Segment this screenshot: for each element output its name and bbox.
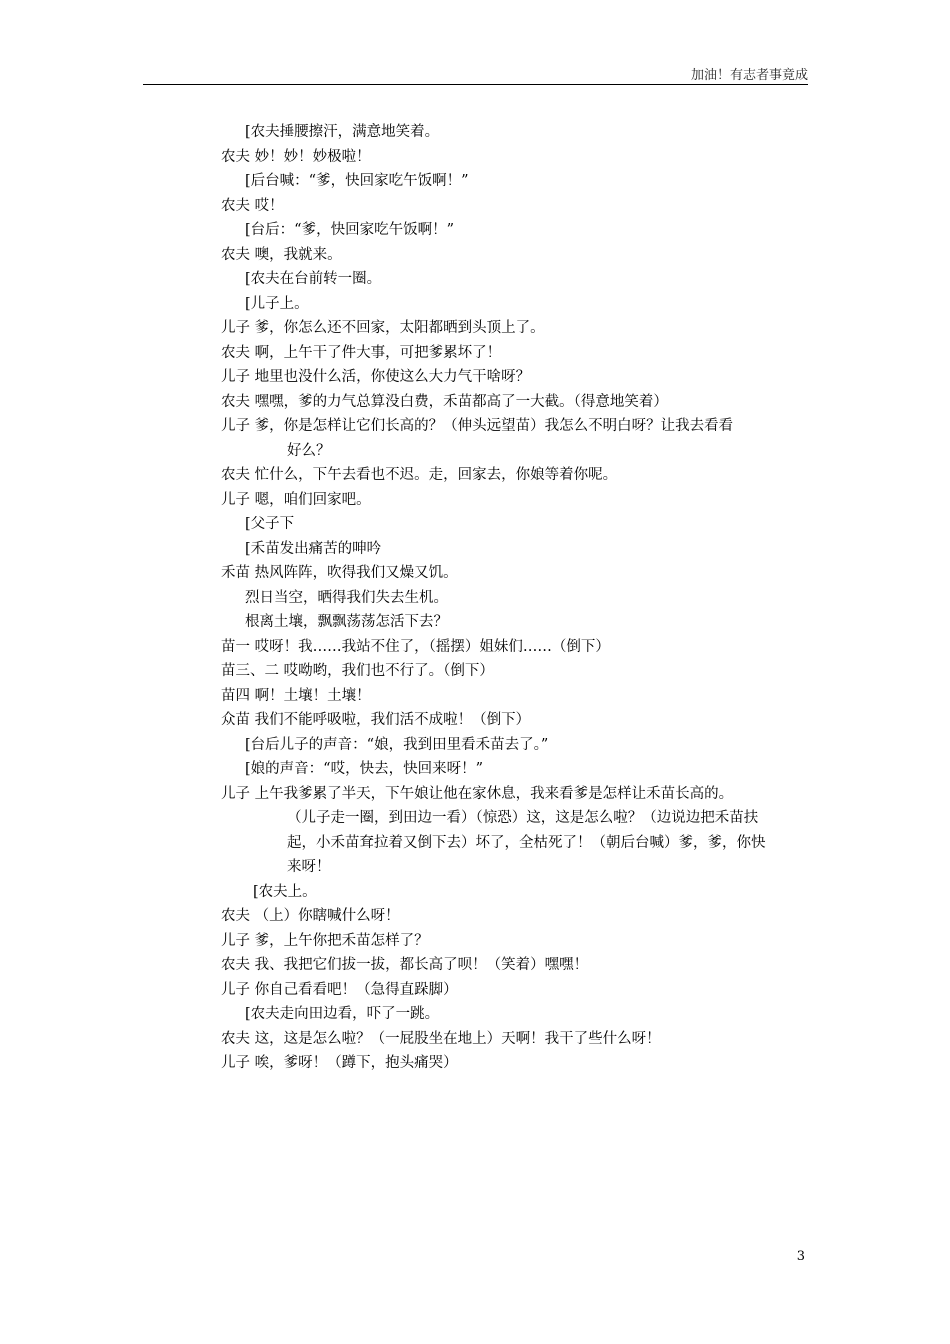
dialogue-continuation: 起，小禾苗耷拉着又倒下去）坏了，全枯死了！（朝后台喊）爹，爹，你快 [287,834,766,851]
stage-direction: [娘的声音：“哎，快去，快回来呀！” [245,761,483,777]
dialogue-line: 儿子 你自己看看吧！（急得直跺脚） [221,981,458,998]
dialogue-line: 禾苗 热风阵阵，吹得我们又燥又饥。 [221,565,458,581]
dialogue-line: 农夫 噢，我就来。 [221,246,342,263]
stage-direction: [父子下 [245,516,295,532]
stage-direction: [台后：“爹，快回家吃午饭啊！” [245,222,454,238]
dialogue-line: 苗四 啊！土壤！土壤！ [221,687,371,704]
dialogue-line: 农夫 这，这是怎么啦？（一屁股坐在地上）天啊！我干了些什么呀！ [221,1030,661,1047]
stage-direction: [禾苗发出痛苦的呻吟 [245,540,382,557]
dialogue-line: 农夫 啊，上午干了件大事，可把爹累坏了！ [221,344,502,361]
stage-direction: [农夫捶腰擦汗，满意地笑着。 [245,124,440,140]
dialogue-line: 苗三、二 哎呦哟，我们也不行了。（倒下） [221,663,494,679]
stage-direction: [后台喊：“爹，快回家吃午饭啊！” [245,173,469,189]
dialogue-line: 农夫 （上）你瞎喊什么呀！ [221,908,400,924]
dialogue-line: 儿子 爹，你是怎样让它们长高的？（伸头远望苗）我怎么不明白呀？让我去看看 [221,418,734,434]
dialogue-line: 农夫 我、我把它们拔一拔，都长高了呗！（笑着）嘿嘿！ [221,957,589,973]
stage-direction: [农夫走向田边看，吓了一跳。 [245,1006,440,1022]
verse-line: 根离土壤，飘飘荡荡怎活下去？ [245,614,448,630]
dialogue-line: 儿子 地里也没什么活，你使这么大力气干啥呀？ [221,369,531,385]
dialogue-line: 儿子 爹，你怎么还不回家，太阳都晒到头顶上了。 [221,320,545,336]
header-text: 加油！有志者事竟成 [690,68,808,83]
stage-direction: [儿子上。 [245,295,309,312]
stage-direction: [台后儿子的声音：“娘，我到田里看禾苗去了。” [245,736,549,753]
dialogue-line: 农夫 嘿嘿，爹的力气总算没白费，禾苗都高了一大截。（得意地笑着） [221,393,668,410]
dialogue-line: 儿子 爹，上午你把禾苗怎样了？ [221,932,429,949]
dialogue-line: 众苗 我们不能呼吸啦，我们活不成啦！（倒下） [221,712,531,728]
script-body [221,120,811,1076]
verse-line: 烈日当空，晒得我们失去生机。 [245,589,448,606]
dialogue-line: 农夫 妙！妙！妙极啦！ [221,148,371,165]
dialogue-line: 农夫 忙什么，下午去看也不迟。走，回家去，你娘等着你呢。 [221,467,618,483]
stage-direction: [农夫在台前转一圈。 [245,271,382,287]
dialogue-line: 苗一 哎呀！我……我站不住了，（摇摆）姐妹们……（倒下） [221,638,610,655]
dialogue-continuation: 好么？ [287,442,331,459]
dialogue-continuation: 来呀！ [287,859,331,875]
stage-direction: [农夫上。 [253,883,317,900]
dialogue-line: 儿子 上午我爹累了半天，下午娘让他在家休息，我来看爹是怎样让禾苗长高的。 [221,785,734,802]
page-header [143,62,808,85]
page-number: 3 [796,1249,805,1264]
dialogue-line: 儿子 嗯，咱们回家吧。 [221,491,371,508]
dialogue-line: 儿子 唉，爹呀！（蹲下，抱头痛哭） [221,1055,458,1071]
dialogue-continuation: （儿子走一圈，到田边一看）（惊恐）这，这是怎么啦？（边说边把禾苗扶 [287,810,759,826]
dialogue-line: 农夫 哎！ [221,197,284,214]
